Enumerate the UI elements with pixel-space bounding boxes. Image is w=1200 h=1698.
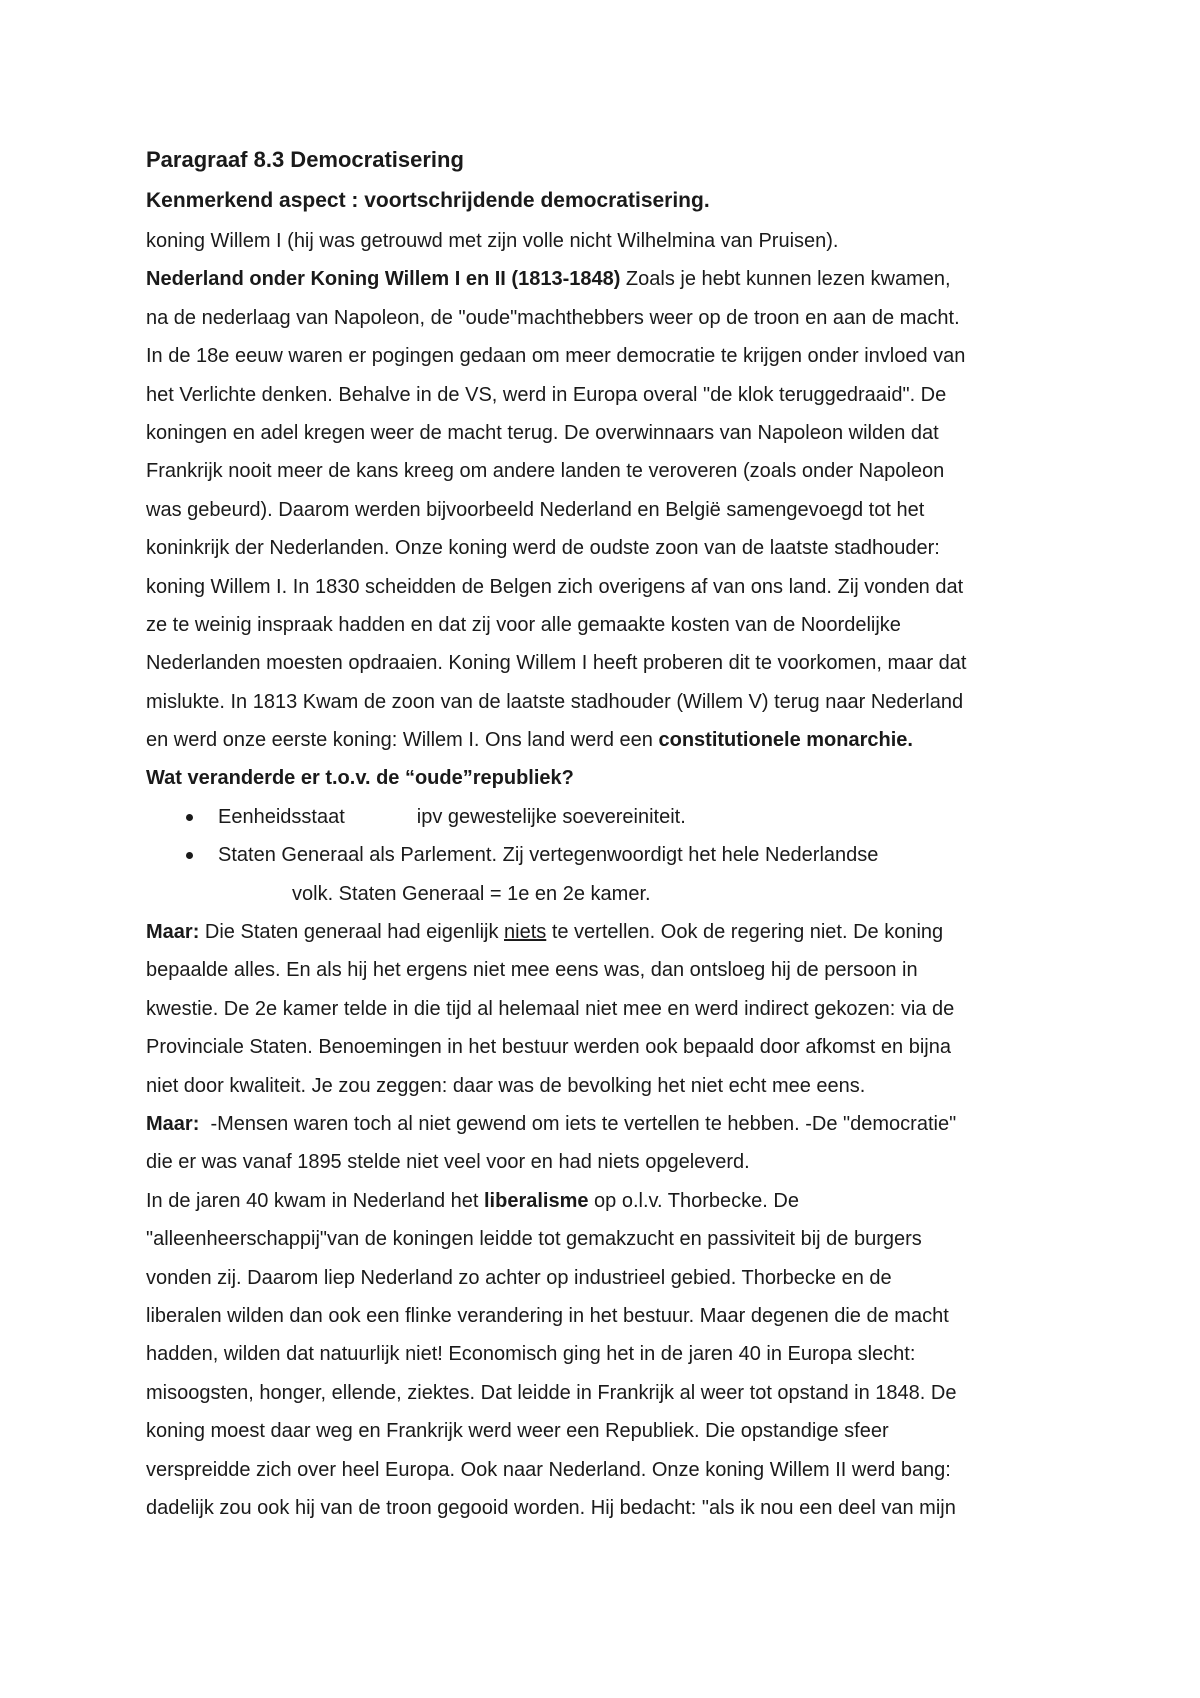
bold-term: constitutionele monarchie. [658, 729, 913, 752]
text-line [146, 721, 1076, 759]
label-maar: Maar: [146, 921, 200, 944]
text-line: het Verlichte denken. Behalve in de VS, werd in Europa overal "de klok teruggedraaid". De [146, 383, 947, 406]
text-line: liberalen wilden dan ook een flinke verandering in het bestuur. Maar degenen die de macht [146, 1304, 949, 1327]
text-span: Die Staten generaal had eigenlijk [199, 921, 505, 944]
text-line: dadelijk zou ook hij van de troon gegooid worden. Hij bedacht: "als ik nou een deel van mijn [146, 1496, 956, 1519]
text-line: koningen en adel kregen weer de macht terug. De overwinnaars van Napoleon wilden dat [146, 421, 939, 444]
text-span: op o.l.v. Thorbecke. De [588, 1189, 799, 1212]
question-heading: Wat veranderde er t.o.v. de “oude”republiek? [146, 767, 574, 790]
label-maar: Maar: [146, 1112, 200, 1135]
text-line: die er was vanaf 1895 stelde niet veel voor en had niets opgeleverd. [146, 1151, 750, 1174]
text-line: Frankrijk nooit meer de kans kreeg om andere landen te veroveren (zoals onder Napoleon [146, 460, 945, 483]
text-span: te vertellen. Ook de regering niet. De koning [546, 921, 944, 944]
page-title: Paragraaf 8.3 Democratisering [146, 147, 464, 172]
text-line: hadden, wilden dat natuurlijk niet! Economisch ging het in de jaren 40 in Europa slecht: [146, 1343, 916, 1366]
text-line: In de 18e eeuw waren er pogingen gedaan om meer democratie te krijgen onder invloed van [146, 345, 966, 368]
underlined-word: niets [504, 921, 547, 944]
list-item [146, 798, 1076, 836]
list-item-label: Staten Generaal als Parlement. Zij vertegenwoordigt het hele Nederlandse [218, 844, 879, 867]
text-line: kwestie. De 2e kamer telde in die tijd al helemaal niet mee en werd indirect gekozen: via de [146, 997, 955, 1020]
text-line: vonden zij. Daarom liep Nederland zo achter op industrieel gebied. Thorbecke en de [146, 1266, 892, 1289]
paragraph-maar-1 [146, 913, 1076, 1105]
text-line: koninkrijk der Nederlanden. Onze koning werd de oudste zoon van de laatste stadhouder: [146, 537, 940, 560]
list-item-label: Eenheidsstaat [218, 805, 345, 828]
text-line: mislukte. In 1813 Kwam de zoon van de laatste stadhouder (Willem V) terug naar Nederland [146, 690, 964, 713]
text-line: Nederlanden moesten opdraaien. Koning Willem I heeft proberen dit te voorkomen, maar dat [146, 652, 967, 675]
text-line: Provinciale Staten. Benoemingen in het bestuur werden ook bepaald door afkomst en bijna [146, 1036, 951, 1059]
text-line: koning Willem I. In 1830 scheidden de Belgen zich overigens af van ons land. Zij vonden dat [146, 575, 964, 598]
text-line: bepaalde alles. En als hij het ergens niet mee eens was, dan ontsloeg hij de persoon in [146, 959, 918, 982]
text-span: en werd onze eerste koning: Willem I. Ons land werd een [146, 729, 659, 752]
text-line [146, 913, 1076, 951]
paragraph-maar-2 [146, 1105, 1076, 1182]
list-item-continuation: volk. Staten Generaal = 1e en 2e kamer. [292, 882, 651, 905]
text-line [146, 260, 1076, 298]
intro-line: koning Willem I (hij was getrouwd met zijn volle nicht Wilhelmina van Pruisen). [146, 230, 839, 252]
text-line: koning moest daar weg en Frankrijk werd weer een Republiek. Die opstandige sfeer [146, 1420, 889, 1443]
text-line: verspreidde zich over heel Europa. Ook naar Nederland. Onze koning Willem II werd bang: [146, 1458, 951, 1481]
text-line: niet door kwaliteit. Je zou zeggen: daar was de bevolking het niet echt mee eens. [146, 1074, 866, 1097]
document-page [146, 140, 1076, 1527]
list-item-detail: ipv gewestelijke soevereiniteit. [416, 805, 686, 828]
text-span: Zoals je hebt kunnen lezen kwamen, [620, 268, 951, 291]
text-line [146, 1182, 1076, 1220]
text-line: na de nederlaag van Napoleon, de "oude"machthebbers weer op de troon en aan de macht. [146, 306, 960, 329]
text-line: was gebeurd). Daarom werden bijvoorbeeld Nederland en België samengevoegd tot het [146, 498, 925, 521]
bullet-icon [186, 852, 193, 859]
paragraph-liberalisme [146, 1182, 1076, 1528]
text-line: "alleenheerschappij"van de koningen leidde tot gemakzucht en passiviteit bij de burgers [146, 1228, 922, 1251]
bullet-list [146, 798, 1076, 913]
text-span: -Mensen waren toch al niet gewend om iets te vertellen te hebben. -De "democratie" [199, 1112, 957, 1135]
bullet-icon [186, 814, 193, 821]
section-heading: Nederland onder Koning Willem I en II (1813-1848) [146, 268, 621, 291]
bold-term: liberalisme [483, 1189, 589, 1212]
list-item [146, 836, 1076, 874]
page-subtitle: Kenmerkend aspect : voortschrijdende democratisering. [146, 189, 710, 212]
text-line: misoogsten, honger, ellende, ziektes. Dat leidde in Frankrijk al weer tot opstand in 1848. De [146, 1381, 957, 1404]
text-span: In de jaren 40 kwam in Nederland het [146, 1189, 484, 1212]
text-line [146, 1105, 1076, 1143]
text-line: ze te weinig inspraak hadden en dat zij voor alle gemaakte kosten van de Noordelijke [146, 613, 901, 636]
paragraph-willem [146, 260, 1076, 759]
